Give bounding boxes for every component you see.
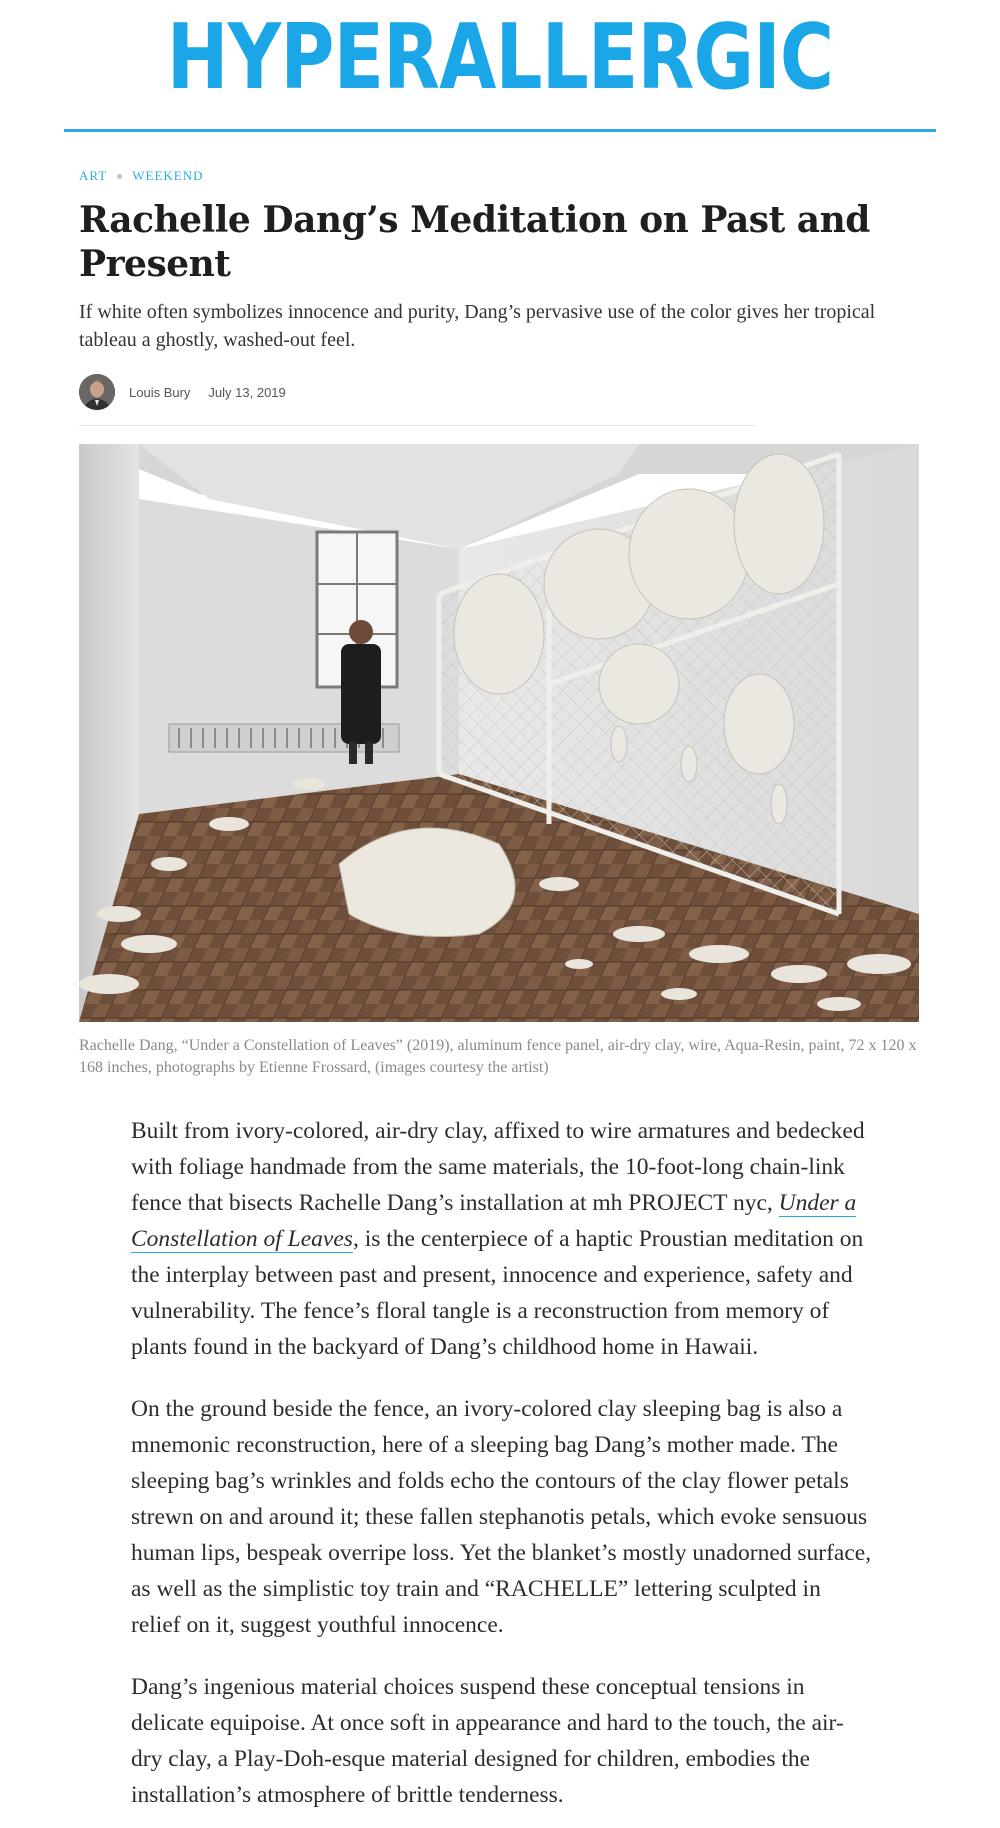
category-tags [79,168,921,184]
paragraph-1-text-b: , is the centerpiece of a haptic Proustian meditation on the interplay between past and present, innocence and experience, safety and vulnerability. The fence’s floral tangle is a reconstruction from memory of plants found in the backyard of Dang’s childhood home in Hawaii. [131,1226,864,1360]
article-body [131,1113,873,1813]
category-link-weekend[interactable]: WEEKEND [132,168,204,183]
installation-photo [79,444,919,1022]
paragraph-2: On the ground beside the fence, an ivory-colored clay sleeping bag is also a mnemonic reconstruction, here of a sleeping bag Dang’s mother made. The sleeping bag’s wrinkles and folds echo the contours of the clay flower petals strewn on and around it; these fallen stephanotis petals, which evoke sensuous human lips, bespeak overripe loss. Yet the blanket’s mostly unadorned surface, as well as the simplistic toy train and “RACHELLE” lettering sculpted in relief on it, suggest youthful innocence. [131,1396,872,1638]
publish-date: July 13, 2019 [208,384,286,400]
hero-figure [0,444,1000,1079]
author-avatar[interactable] [79,374,115,410]
hero-caption: Rachelle Dang, “Under a Constellation of Leaves” (2019), aluminum fence panel, air-dry clay, wire, Aqua-Resin, paint, 72 x 120 x 168 inches, photographs by Etienne Frossard, (images courtesy the artist) [79,1037,917,1076]
byline-divider [79,425,755,426]
author-name[interactable]: Louis Bury [129,384,191,400]
category-link-art[interactable]: ART [79,168,108,183]
paragraph-3: Dang’s ingenious material choices suspend these conceptual tensions in delicate equipoise. At once soft in appearance and hard to the touch, the air-dry clay, a Play-Doh-esque material designed for children, embodies the installation’s atmosphere of brittle tenderness. [131,1674,844,1808]
article-header [0,168,1000,426]
masthead [0,0,1000,132]
masthead-divider [64,129,936,132]
site-logo[interactable]: HYPERALLERGIC [166,5,834,110]
avatar-portrait-icon [79,374,115,410]
category-separator-dot [117,174,122,179]
article-title: Rachelle Dang’s Meditation on Past and Present [79,199,870,285]
byline [79,374,921,410]
paragraph-1-text-a: Built from ivory-colored, air-dry clay, affixed to wire armatures and bedecked with foliage handmade from the same materials, the 10-foot-long chain-link fence that bisects Rachelle Dang’s installation at mh PROJECT nyc, [131,1118,865,1216]
article-dek: If white often symbolizes innocence and purity, Dang’s pervasive use of the color gives her tropical tableau a ghostly, washed-out feel. [79,301,876,351]
paragraph-1 [131,1113,873,1365]
hero-image[interactable] [79,444,919,1022]
artwork-title-link[interactable]: Under a Constellation of Leaves [131,1190,857,1252]
